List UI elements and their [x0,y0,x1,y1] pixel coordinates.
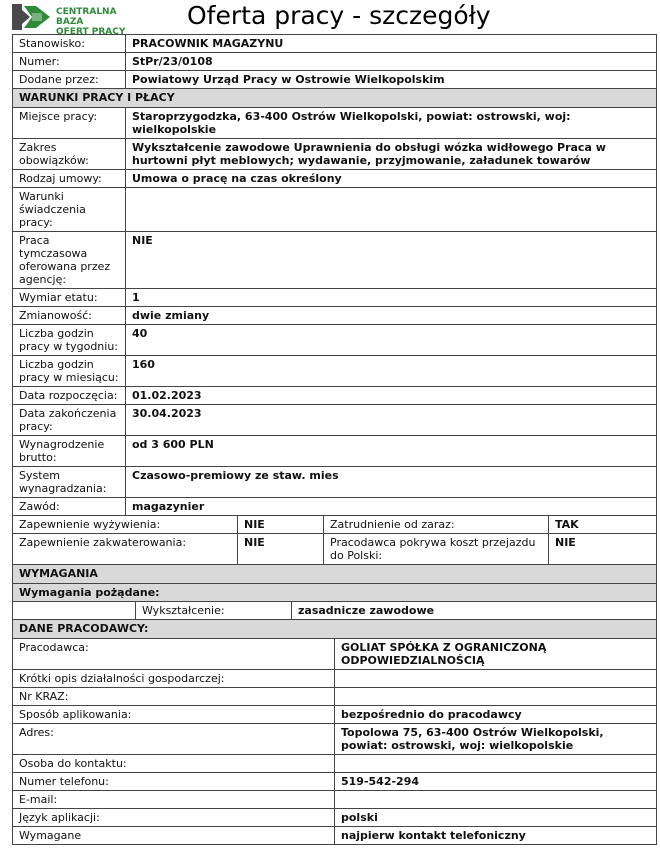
field-value: NIE [238,534,324,565]
table-row [13,498,657,516]
field-label: Wymiar etatu: [13,289,126,307]
field-value: Umowa o pracę na czas określony [126,170,657,188]
field-value: bezpośrednio do pracodawcy [335,706,657,724]
field-value: 40 [126,325,657,356]
table-row [13,706,657,724]
field-label: Wykształcenie: [136,602,292,620]
field-value [126,188,657,232]
education-table [12,601,657,620]
table-row [13,791,657,809]
field-label: Zmianowość: [13,307,126,325]
field-label: Pracodawca pokrywa koszt przejazdu do Polski: [324,534,549,565]
field-label: Pracodawca: [13,639,335,670]
field-label: Numer telefonu: [13,773,335,791]
logo [10,2,140,37]
field-label: System wynagradzania: [13,467,126,498]
field-label: Adres: [13,724,335,755]
field-value: od 3 600 PLN [126,436,657,467]
section-desired-header: Wymagania pożądane: [13,584,657,602]
field-label: Dodane przez: [13,71,126,89]
field-label: Praca tymczasowa oferowana przez agencję: [13,232,126,289]
table-row [13,467,657,498]
section-header-row [13,89,657,108]
employer-table [12,619,657,845]
field-label: Zapewnienie wyżywienia: [13,516,238,534]
field-value: NIE [238,516,324,534]
field-label: Data rozpoczęcia: [13,387,126,405]
logo-text [56,7,140,37]
field-value: 160 [126,356,657,387]
field-label: Wymagane [13,827,335,845]
field-value [335,670,657,688]
table-row [13,827,657,845]
section-header-row [13,565,657,584]
field-value: 30.04.2023 [126,405,657,436]
spacer-cell [13,602,136,620]
table-row [13,724,657,755]
table-row [13,809,657,827]
section-requirements-header: WYMAGANIA [13,565,657,584]
field-label: Rodzaj umowy: [13,170,126,188]
page-header [0,0,660,37]
field-value: Staroprzygodzka, 63-400 Ostrów Wielkopolski, powiat: ostrowski, woj: wielkopolskie [126,108,657,139]
benefits-table [12,515,657,565]
section-employer-header: DANE PRACODAWCY: [13,620,657,639]
logo-line2: OFERT PRACY [56,27,126,37]
field-label: Zatrudnienie od zaraz: [324,516,549,534]
table-row [13,289,657,307]
field-value: 1 [126,289,657,307]
field-value: magazynier [126,498,657,516]
field-label: Sposób aplikowania: [13,706,335,724]
section-conditions-header: WARUNKI PRACY I PŁACY [13,89,657,108]
table-row [13,405,657,436]
table-row [13,534,657,565]
field-label: Język aplikacji: [13,809,335,827]
field-label: Zawód: [13,498,126,516]
field-value-position: PRACOWNIK MAGAZYNU [126,35,657,53]
section-header-row [13,620,657,639]
field-value [335,755,657,773]
field-value: najpierw kontakt telefoniczny [335,827,657,845]
table-row [13,639,657,670]
table-row [13,773,657,791]
table-row [13,387,657,405]
field-label: Data zakończenia pracy: [13,405,126,436]
field-value: Wykształcenie zawodowe Uprawnienia do obsługi wózka widłowego Praca w hurtowni płyt meblowych; wydawanie, przyjmowanie, załadunek towarów [126,139,657,170]
field-label: Numer: [13,53,126,71]
offer-main-table [12,34,657,516]
field-label: Krótki opis działalności gospodarczej: [13,670,335,688]
field-value-number: StPr/23/0108 [126,53,657,71]
field-label: Liczba godzin pracy w miesiącu: [13,356,126,387]
field-value: GOLIAT SPÓŁKA Z OGRANICZONĄ ODPOWIEDZIALNOŚCIĄ [335,639,657,670]
field-value: 01.02.2023 [126,387,657,405]
field-label: Stanowisko: [13,35,126,53]
logo-line1: CENTRALNA BAZA [56,7,117,27]
field-value: Czasowo-premiowy ze staw. mies [126,467,657,498]
field-label: Zakres obowiązków: [13,139,126,170]
table-row [13,108,657,139]
table-row [13,71,657,89]
field-label: Wynagrodzenie brutto: [13,436,126,467]
field-value: NIE [126,232,657,289]
field-value: TAK [549,516,657,534]
logo-arrow-icon [10,2,54,32]
field-value [335,688,657,706]
field-label: Warunki świadczenia pracy: [13,188,126,232]
field-label: Liczba godzin pracy w tygodniu: [13,325,126,356]
table-row [13,35,657,53]
field-value: Topolowa 75, 63-400 Ostrów Wielkopolski, powiat: ostrowski, woj: wielkopolskie [335,724,657,755]
table-row [13,170,657,188]
table-row [13,602,657,620]
field-value [335,791,657,809]
table-row [13,139,657,170]
field-label: Nr KRAZ: [13,688,335,706]
field-value: dwie zmiany [126,307,657,325]
table-row [13,307,657,325]
requirements-table [12,564,657,602]
field-value: zasadnicze zawodowe [292,602,657,620]
table-row [13,516,657,534]
subsection-header-row [13,584,657,602]
table-row [13,188,657,232]
table-row [13,670,657,688]
table-row [13,325,657,356]
table-row [13,53,657,71]
field-label: E-mail: [13,791,335,809]
table-row [13,356,657,387]
table-row [13,232,657,289]
field-label: Zapewnienie zakwaterowania: [13,534,238,565]
table-row [13,436,657,467]
field-label: Miejsce pracy: [13,108,126,139]
page-title: Oferta pracy - szczegóły [187,1,491,30]
field-value: NIE [549,534,657,565]
field-value: polski [335,809,657,827]
table-row [13,688,657,706]
field-value-added-by: Powiatowy Urząd Pracy w Ostrowie Wielkopolskim [126,71,657,89]
field-label: Osoba do kontaktu: [13,755,335,773]
field-value: 519-542-294 [335,773,657,791]
table-row [13,755,657,773]
